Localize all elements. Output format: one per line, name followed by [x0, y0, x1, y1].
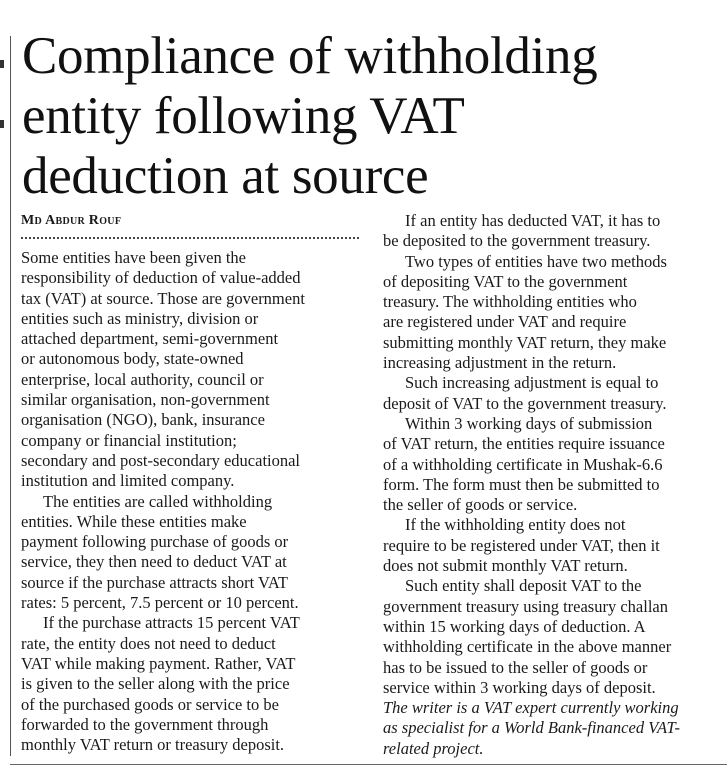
author-note-line: as specialist for a World Bank-financed VAT- — [383, 718, 680, 738]
text-line: source if the purchase attracts short VAT — [21, 572, 288, 592]
text-line: Such entity shall deposit VAT to the — [405, 576, 642, 596]
text-line: require to be registered under VAT, then it — [383, 535, 660, 555]
text-line: Within 3 working days of submission — [405, 413, 653, 433]
text-line: entities. While these entities make — [21, 511, 247, 531]
text-line: are registered under VAT and require — [383, 312, 627, 332]
text-line: of the purchased goods or service to be — [21, 694, 279, 714]
text-line: withholding certificate in the above manner — [383, 637, 672, 657]
text-line: similar organisation, non-government — [21, 390, 270, 410]
bottom-rule — [10, 764, 727, 765]
text-line: rate, the entity does not need to deduct — [21, 633, 276, 653]
text-line: Such increasing adjustment is equal to — [405, 373, 659, 393]
margin-tick — [0, 120, 4, 128]
text-line: responsibility of deduction of value-added — [21, 268, 301, 288]
text-line: does not submit monthly VAT return. — [383, 556, 628, 576]
text-line: enterprise, local authority, council or — [21, 369, 264, 389]
left-margin-rule — [10, 36, 11, 756]
text-line: Some entities have been given the — [21, 248, 246, 267]
text-line: is given to the seller along with the price — [21, 674, 290, 694]
article-headline — [22, 26, 722, 206]
text-line: organisation (NGO), bank, insurance — [21, 410, 265, 430]
text-line: attached department, semi-government — [21, 329, 279, 349]
author-note — [383, 698, 723, 759]
left-column-text — [21, 248, 359, 755]
text-line: VAT while making payment. Rather, VAT — [21, 653, 296, 673]
text-line: company or financial institution; — [21, 430, 237, 450]
text-line: institution and limited company. — [21, 471, 235, 491]
text-line: If the withholding entity does not — [405, 515, 626, 535]
text-line: government treasury using treasury challan — [383, 596, 668, 616]
text-line: forwarded to the government through — [21, 714, 269, 734]
text-line: of VAT return, the entities require issuance — [383, 434, 665, 454]
headline-line: deduction at source — [22, 147, 429, 205]
text-line: payment following purchase of goods or — [21, 532, 289, 552]
text-line: monthly VAT return or treasury deposit. — [21, 735, 285, 755]
text-line: submitting monthly VAT return, they make — [383, 332, 667, 352]
byline-dotted-separator — [21, 237, 359, 239]
article-column-left — [21, 211, 359, 755]
margin-tick — [0, 60, 4, 68]
text-line: tax (VAT) at source. Those are government — [21, 288, 305, 308]
text-line: of a withholding certificate in Mushak-6.6 — [383, 454, 663, 474]
headline-line: Compliance of withholding — [22, 27, 598, 85]
text-line: service, they then need to deduct VAT at — [21, 552, 287, 572]
text-line: Two types of entities have two methods — [405, 251, 667, 271]
text-line: secondary and post-secondary educational — [21, 450, 301, 470]
text-line: If an entity has deducted VAT, it has to — [405, 211, 661, 230]
text-line: increasing adjustment in the return. — [383, 353, 617, 373]
text-line: has to be issued to the seller of goods or — [383, 657, 648, 677]
text-line: form. The form must then be submitted to — [383, 474, 660, 494]
text-line: rates: 5 percent, 7.5 percent or 10 percent. — [21, 593, 299, 613]
article-column-right — [383, 211, 723, 759]
author-note-line: related project. — [383, 738, 484, 758]
byline: Md Abdur Rouf — [21, 213, 122, 228]
text-line: the seller of goods or service. — [383, 495, 578, 515]
author-note-line: The writer is a VAT expert currently working — [383, 698, 679, 718]
text-line: service within 3 working days of deposit. — [383, 677, 656, 697]
headline-line: entity following VAT — [22, 87, 465, 145]
text-line: or autonomous body, state-owned — [21, 349, 244, 369]
text-line: be deposited to the government treasury. — [383, 231, 651, 251]
right-column-text — [383, 211, 723, 698]
text-line: entities such as ministry, division or — [21, 308, 259, 328]
text-line: deposit of VAT to the government treasury. — [383, 393, 667, 413]
text-line: The entities are called withholding — [43, 491, 273, 511]
text-line: of depositing VAT to the government — [383, 271, 628, 291]
text-line: treasury. The withholding entities who — [383, 292, 637, 312]
text-line: If the purchase attracts 15 percent VAT — [43, 613, 300, 633]
text-line: within 15 working days of deduction. A — [383, 616, 646, 636]
